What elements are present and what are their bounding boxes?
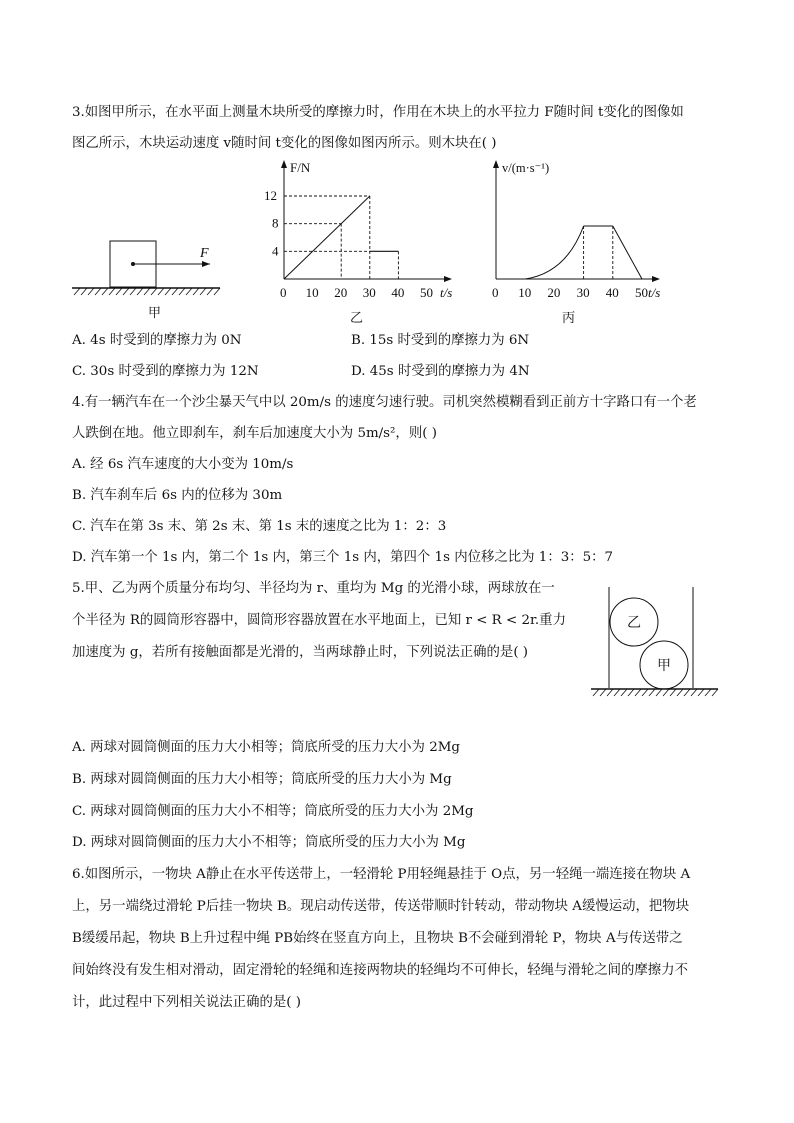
hatch-mark [684,689,690,696]
y-tick-label: 4 [272,243,279,259]
q4-option-d: D. 汽车第一个 1s 内，第二个 1s 内，第三个 1s 内，第四个 1s 内位移之比为 1：3：5：7 [72,550,614,565]
hatch-mark [649,689,655,696]
x-axis-arrow [652,276,660,282]
ball-upper-label: 乙 [627,616,641,631]
q6-stem-line-5: 计，此过程中下列相关说法正确的是( ) [72,995,301,1010]
hatch-mark [691,689,697,696]
force-label: F [200,246,209,261]
y-axis-label: v/(m·s⁻¹) [502,161,550,175]
q6-stem-line-3: B缓缓吊起，物块 B上升过程中绳 PB始终在竖直方向上，且物块 B不会碰到滑轮 P，物块 A与传送带之 [72,931,683,946]
hatch-mark [116,288,122,295]
hatch-mark [698,689,704,696]
y-axis-arrow [281,160,287,168]
v-accelerating-curve [525,226,583,279]
hatch-mark [193,288,199,295]
hatch-mark [81,288,87,295]
hatch-mark [628,689,634,696]
hatch-mark [179,288,185,295]
hatch-mark [635,689,641,696]
figure-caption-jia: 甲 [148,305,162,320]
hatch-mark [621,689,627,696]
q5-option-a: A. 两球对圆筒侧面的压力大小相等；筒底所受的压力大小为 2Mg [72,740,461,755]
q5-stem-line-1: 5.甲、乙为两个质量分布均匀、半径均为 r、重均为 Mg 的光滑小球，两球放在一 [72,581,555,596]
hatch-mark [712,689,718,696]
ground-hatch [593,689,718,696]
v-decelerating-segment [613,226,642,279]
x-tick-label: 30 [576,285,590,300]
hatch-mark [109,288,115,295]
x-tick-label: 50 [420,285,433,300]
x-tick-label: 30 [362,285,376,300]
hatch-mark [214,288,220,295]
hatch-mark [123,288,129,295]
q3-figure-jia [70,235,230,325]
y-tick-label: 12 [264,188,277,203]
x-tick-label: 10 [518,285,532,300]
figure-caption-bing: 丙 [562,310,576,325]
q5-stem-line-3: 加速度为 g，若所有接触面都是光滑的，当两球静止时，下列说法正确的是( ) [72,645,529,660]
q5-option-d: D. 两球对圆筒侧面的压力大小不相等；筒底所受的压力大小为 Mg [72,835,466,850]
hatch-mark [74,288,80,295]
x-tick-label: 10 [305,285,319,300]
q6-stem-line-1: 6.如图所示，一物块 A静止在水平传送带上，一轻滑轮 P用轻绳悬挂于 O点，另一轻绳一端连接在物块 A [72,867,691,882]
figure-caption-yi: 乙 [350,310,364,325]
y-axis-arrow [493,160,499,168]
hatch-mark [165,288,171,295]
hatch-mark [144,288,150,295]
ground-hatch [74,288,220,295]
x-tick-label: 20 [547,285,561,300]
hatch-mark [642,689,648,696]
q3-option-a: A. 4s 时受到的摩擦力为 0N [72,333,242,348]
x-tick-label: 0 [280,285,287,300]
hatch-mark [607,689,613,696]
q6-stem-line-4: 间始终没有发生相对滑动，固定滑轮的轻绳和连接两物块的轻绳均不可伸长，轻绳与滑轮之间的摩擦力不 [72,963,688,978]
hatch-mark [670,689,676,696]
q3-stem-line-1: 3.如图甲所示，在水平面上测量木块所受的摩擦力时，作用在木块上的水平拉力 F随时间 t变化的图像如 [72,105,684,120]
ball-lower-label: 甲 [657,659,671,674]
x-tick-label: 0 [492,285,499,300]
q5-option-b: B. 两球对圆筒侧面的压力大小相等；筒底所受的压力大小为 Mg [72,772,452,787]
hatch-mark [151,288,157,295]
y-tick-label: 8 [272,215,279,231]
x-tick-label: 50 [635,285,648,300]
q3-figure-bing-chart [472,158,682,328]
x-tick-label: 40 [605,285,619,300]
y-axis-label: F/N [290,160,311,175]
f-ramp-segment [284,196,370,279]
q5-figure-cylinder [588,585,748,700]
q3-option-b: B. 15s 时受到的摩擦力为 6N [351,333,530,348]
q3-figure-yi-chart [262,158,472,328]
hatch-mark [172,288,178,295]
hatch-mark [137,288,143,295]
x-tick-label: 20 [334,285,348,300]
hatch-mark [95,288,101,295]
q4-option-a: A. 经 6s 汽车速度的大小变为 10m/s [72,457,294,472]
q3-stem-line-2: 图乙所示，木块运动速度 v随时间 t变化的图像如图丙所示。则木块在( ) [72,136,497,151]
hatch-mark [677,689,683,696]
hatch-mark [593,689,599,696]
hatch-mark [600,689,606,696]
q5-stem-line-2: 个半径为 R的圆筒形容器中，圆筒形容器放置在水平地面上，已知 r < R < 2r.重力 [72,613,566,628]
hatch-mark [614,689,620,696]
force-arrowhead [202,261,210,267]
q3-option-d: D. 45s 时受到的摩擦力为 4N [351,364,530,379]
q4-stem-line-1: 4.有一辆汽车在一个沙尘暴天气中以 20m/s 的速度匀速行驶。司机突然模糊看到正前方十字路口有一个老 [72,395,697,410]
q4-option-b: B. 汽车刹车后 6s 内的位移为 30m [72,488,283,503]
q4-option-c: C. 汽车在第 3s 末、第 2s 末、第 1s 末的速度之比为 1：2：3 [72,519,447,534]
hatch-mark [663,689,669,696]
q4-stem-line-2: 人跌倒在地。他立即刹车，刹车后加速度大小为 5m/s²，则( ) [72,426,437,441]
hatch-mark [656,689,662,696]
hatch-mark [200,288,206,295]
q6-stem-line-2: 上，另一端绕过滑轮 P后挂一物块 B。现启动传送带，传送带顺时针转动，带动物块 A缓慢运动，把物块 [72,899,690,914]
hatch-mark [186,288,192,295]
hatch-mark [705,689,711,696]
q5-option-c: C. 两球对圆筒侧面的压力大小不相等；筒底所受的压力大小为 2Mg [72,804,474,819]
x-axis-label: t/s [648,285,661,300]
hatch-mark [158,288,164,295]
hatch-mark [130,288,136,295]
x-axis-label: t/s [440,285,453,300]
hatch-mark [88,288,94,295]
x-axis-arrow [444,276,452,282]
q3-option-c: C. 30s 时受到的摩擦力为 12N [72,364,259,379]
hatch-mark [102,288,108,295]
x-tick-label: 40 [391,285,405,300]
hatch-mark [207,288,213,295]
